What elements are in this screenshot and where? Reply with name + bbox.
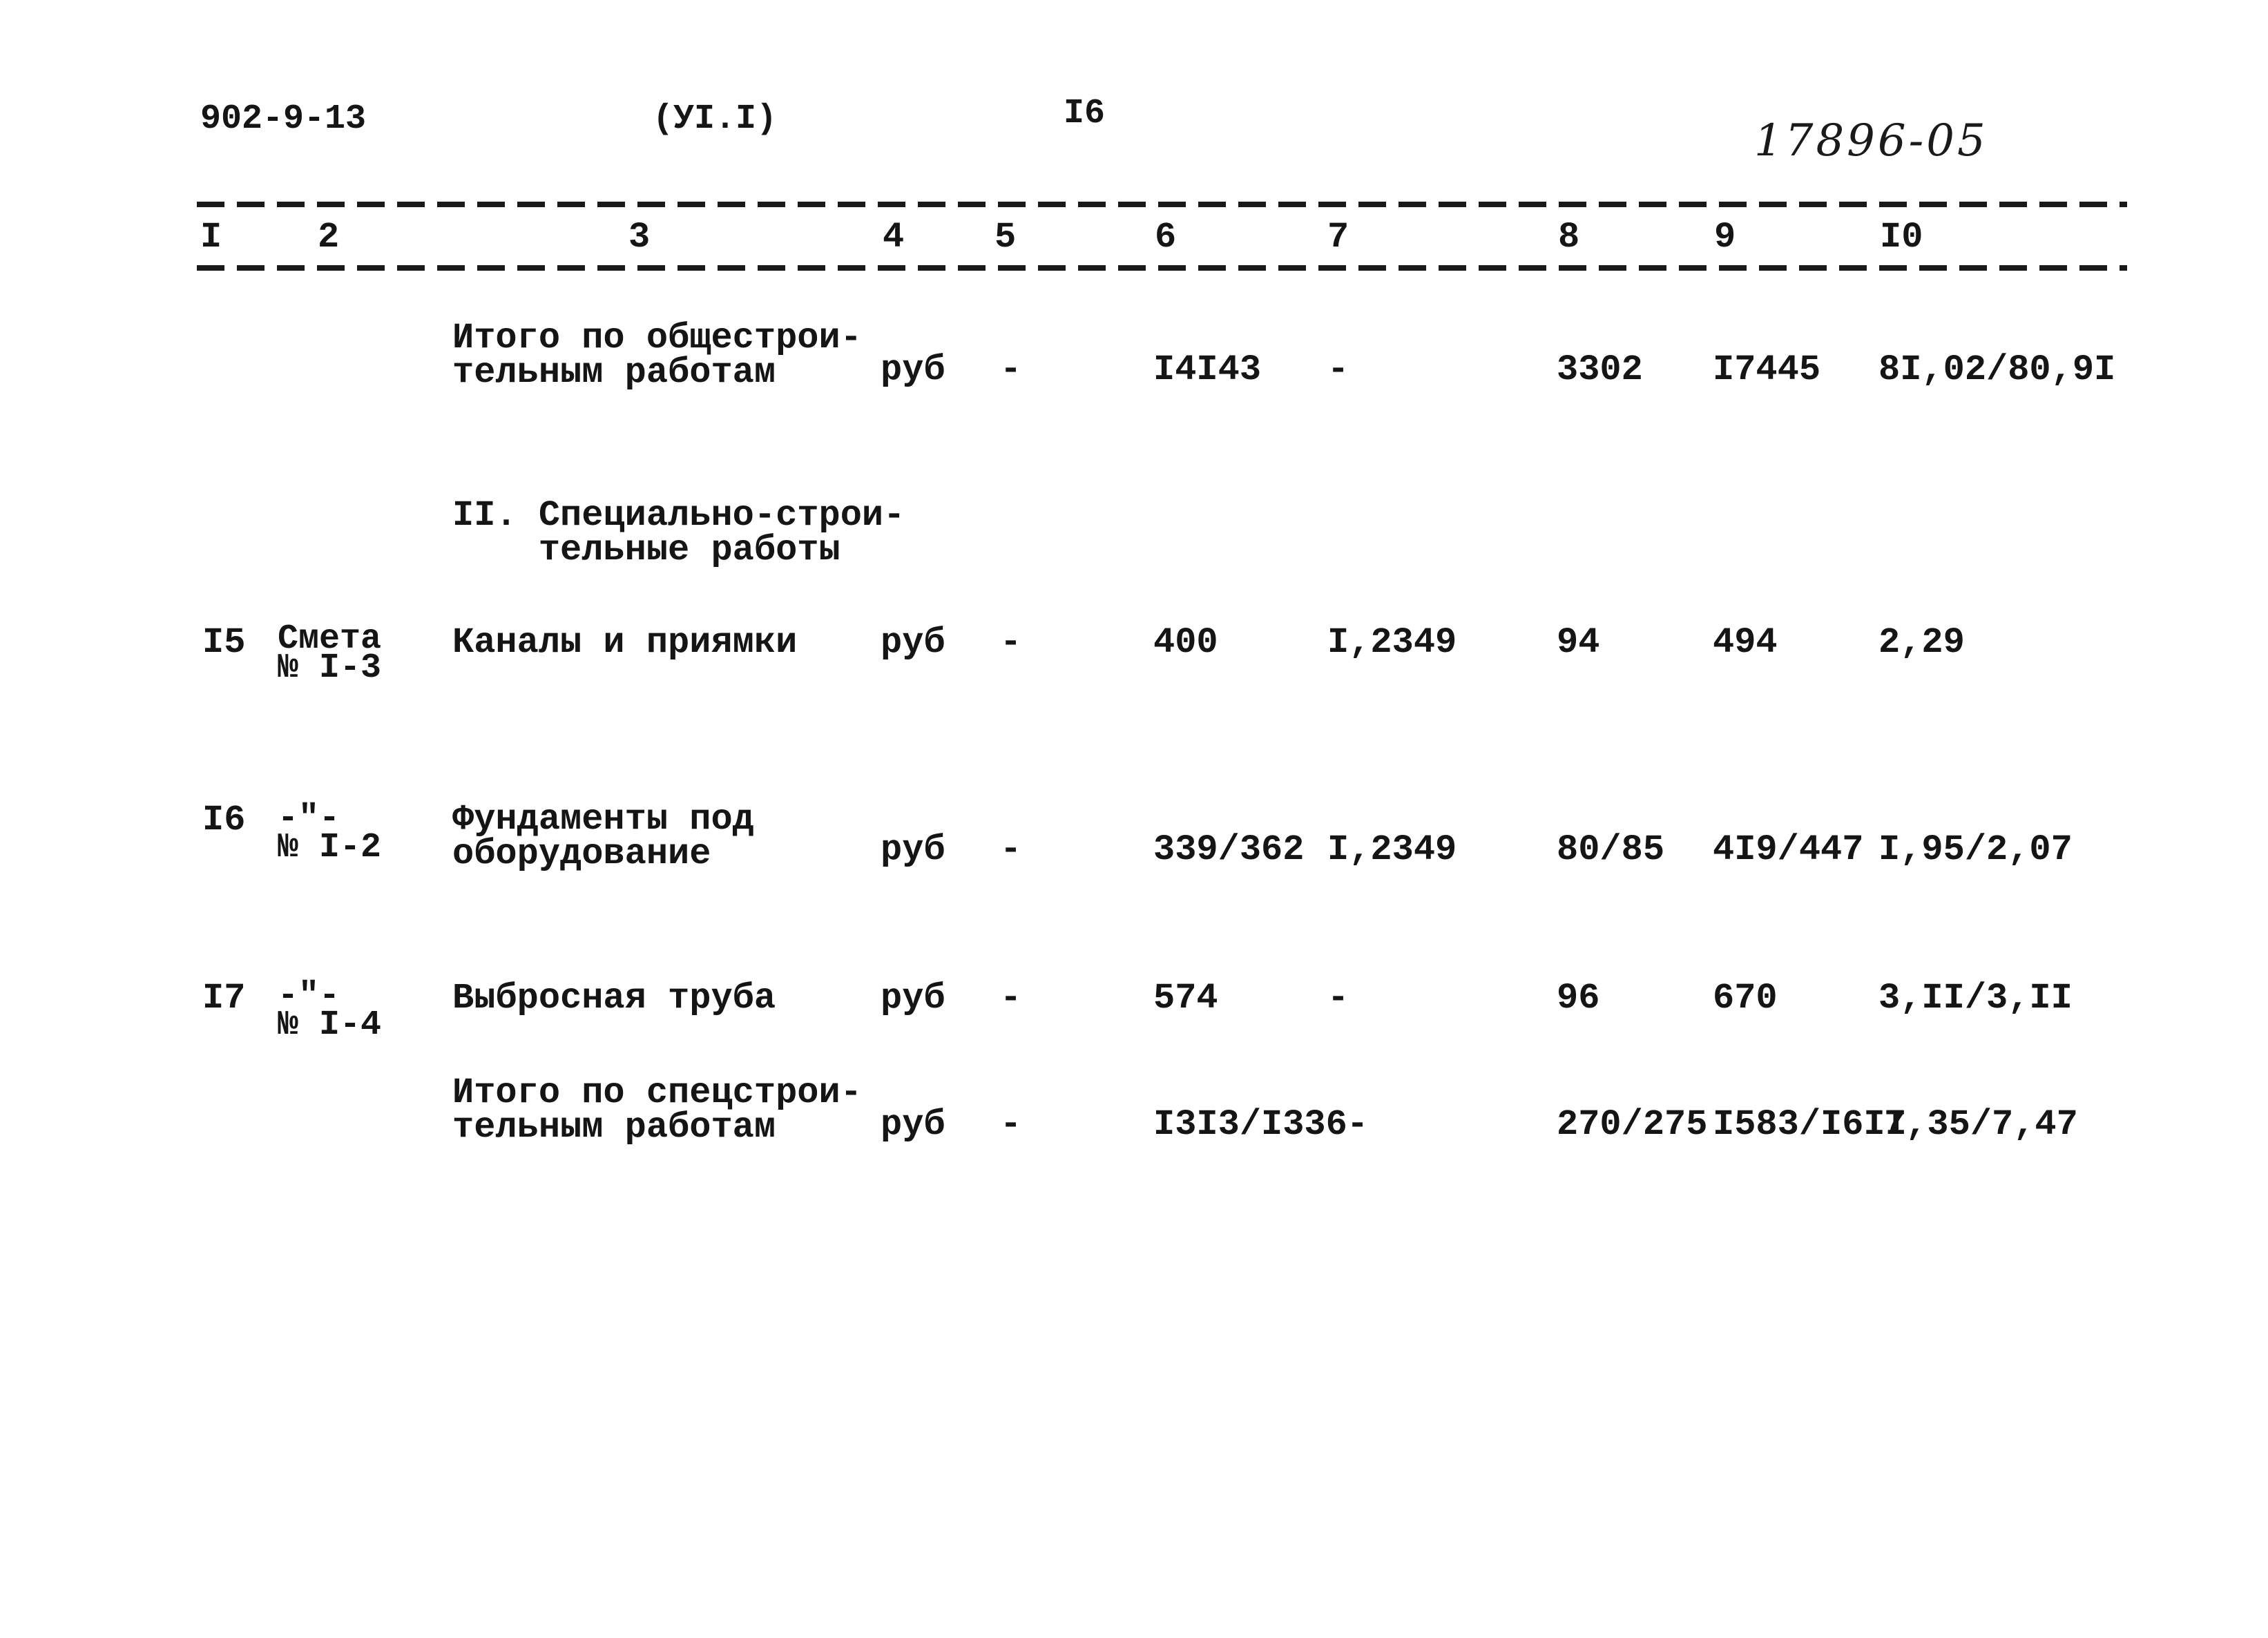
row-col7: -: [1327, 349, 1349, 390]
row-col9: 4I9/447: [1713, 829, 1864, 870]
row-number: I5: [202, 622, 246, 663]
row-col8: 96: [1557, 978, 1600, 1019]
row-col5: -: [1000, 1104, 1022, 1145]
row-unit: руб: [881, 978, 945, 1019]
row-unit: руб: [881, 1104, 945, 1145]
inventory-number: 17896-05: [1754, 115, 1988, 166]
row-col6: I3I3/I336: [1153, 1104, 1347, 1145]
column-header-1: I: [200, 217, 222, 258]
row-col7: I,2349: [1327, 829, 1457, 870]
row-col10: 2,29: [1878, 622, 1965, 663]
top-rule: [197, 202, 2127, 207]
row-name: Фундаменты под оборудование: [452, 799, 754, 874]
row-col5: -: [1000, 829, 1022, 870]
row-col7: -: [1347, 1104, 1369, 1145]
row-col9: 670: [1713, 978, 1778, 1019]
row-col9: 494: [1713, 622, 1778, 663]
row-name: Итого по общестрои- тельным работам: [452, 318, 862, 393]
row-col6: I4I43: [1153, 349, 1262, 390]
column-header-8: 8: [1558, 217, 1580, 258]
row-col5: -: [1000, 349, 1022, 390]
row-col7: -: [1327, 978, 1349, 1019]
row-col6: 339/362: [1153, 829, 1305, 870]
row-col6: 400: [1153, 622, 1218, 663]
row-reference: -"- № I-4: [278, 976, 382, 1045]
row-number: I7: [202, 978, 246, 1019]
row-number: I6: [202, 800, 246, 840]
column-header-7: 7: [1327, 217, 1349, 258]
page-number: I6: [1064, 94, 1106, 133]
column-header-4: 4: [883, 217, 905, 258]
column-header-3: 3: [628, 217, 651, 258]
row-col9: I7445: [1713, 349, 1821, 390]
row-reference: Смета № I-3: [278, 619, 382, 688]
row-unit: руб: [881, 622, 945, 663]
row-reference: -"- № I-2: [278, 799, 382, 867]
row-unit: руб: [881, 349, 945, 390]
column-header-6: 6: [1155, 217, 1177, 258]
column-header-9: 9: [1714, 217, 1736, 258]
row-col8: 80/85: [1557, 829, 1665, 870]
row-col5: -: [1000, 622, 1022, 663]
column-header-10: I0: [1880, 217, 1923, 258]
row-col10: 7,35/7,47: [1884, 1104, 2078, 1145]
row-col8: 270/275: [1557, 1104, 1708, 1145]
row-col5: -: [1000, 978, 1022, 1019]
row-col10: 3,II/3,II: [1878, 978, 2073, 1019]
section-code: (УI.I): [653, 99, 778, 139]
row-col8: 94: [1557, 622, 1600, 663]
row-col7: I,2349: [1327, 622, 1457, 663]
row-name: Каналы и приямки: [452, 622, 798, 663]
row-unit: руб: [881, 829, 945, 870]
document-code: 902-9-13: [200, 99, 367, 139]
row-col10: 8I,02/80,9I: [1878, 349, 2116, 390]
column-header-5: 5: [994, 217, 1017, 258]
row-col6: 574: [1153, 978, 1218, 1019]
row-col9: I583/I6II: [1713, 1104, 1907, 1145]
row-name: Выбросная труба: [452, 978, 776, 1019]
row-col10: I,95/2,07: [1878, 829, 2073, 870]
section-title: II. Специально-строи- тельные работы: [452, 495, 905, 570]
header-bottom-rule: [197, 265, 2127, 271]
row-name: Итого по спецстрои- тельным работам: [452, 1072, 862, 1148]
column-header-2: 2: [318, 217, 340, 258]
row-col8: 3302: [1557, 349, 1643, 390]
